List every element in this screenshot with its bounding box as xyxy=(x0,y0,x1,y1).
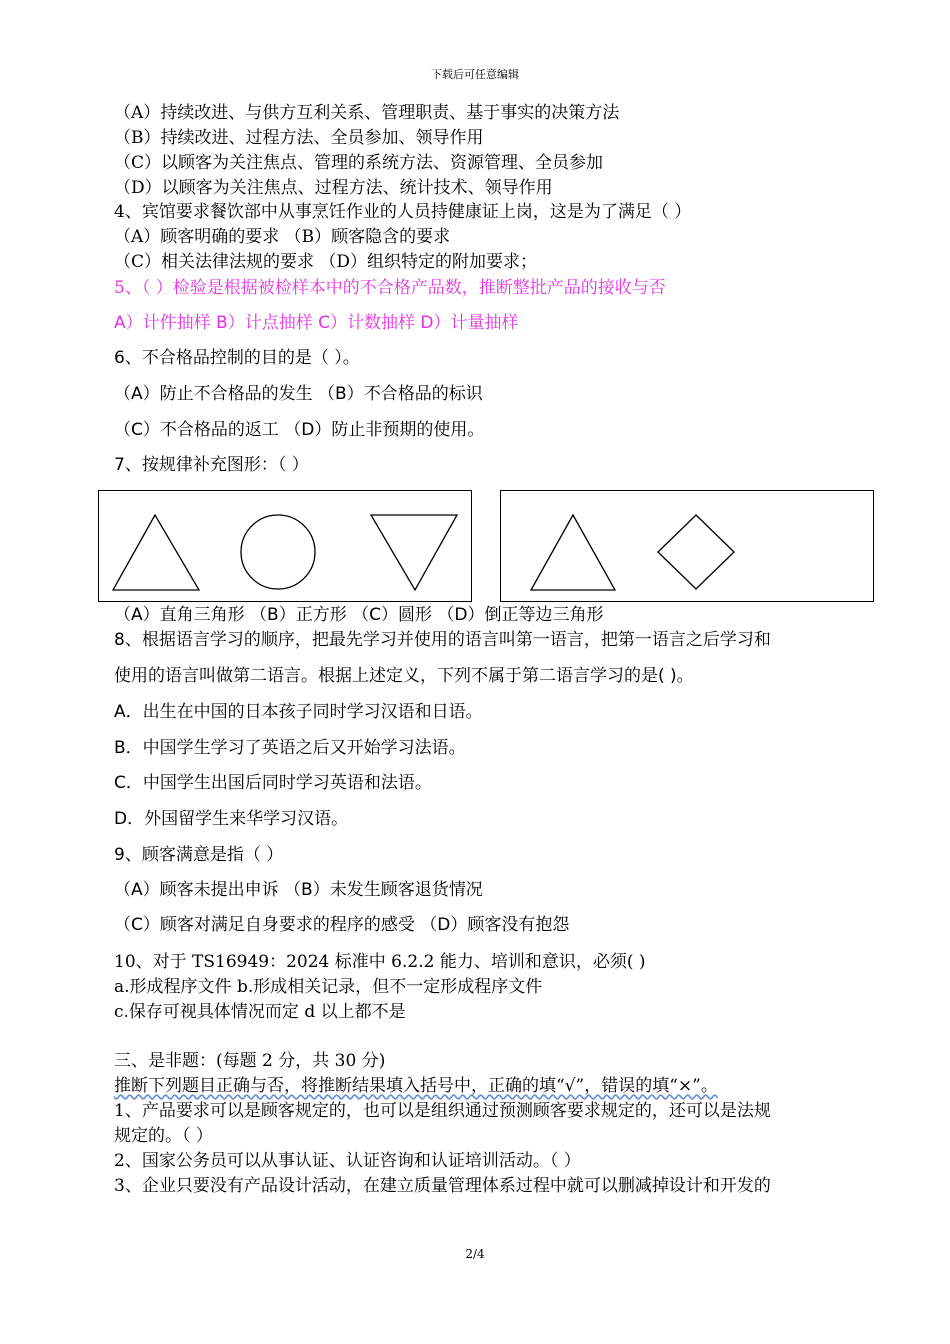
q5-stem: 5、（ ）检验是根据被检样本中的不合格产品数，推断整批产品的接收与否 xyxy=(114,278,666,298)
q7-stem: 7、按规律补充图形：（ ） xyxy=(114,455,309,475)
diamond-shape xyxy=(658,515,734,589)
q8-stem-line1: 8、根据语言学习的顺序，把最先学习并使用的语言叫第一语言，把第一语言之后学习和 xyxy=(114,630,771,650)
tf-question-2: 2、国家公务员可以从事认证、认证咨询和认证培训活动。（ ） xyxy=(114,1151,581,1171)
q9-options-row1: （A）顾客未提出申诉 （B）未发生顾客退货情况 xyxy=(114,880,483,900)
q5-options: A）计件抽样 B）计点抽样 C）计数抽样 D）计量抽样 xyxy=(114,313,519,333)
section3-instruction: 推断下列题目正确与否，将推断结果填入括号中，正确的填“√”，错误的填“×”。 xyxy=(114,1076,718,1096)
triangle-down-shape xyxy=(371,515,457,590)
q10-options-row2: c.保存可视具体情况而定 d 以上都不是 xyxy=(114,1002,406,1022)
q6-stem: 6、不合格品控制的目的是（ ）。 xyxy=(114,348,360,368)
q8-option-b: B．中国学生学习了英语之后又开始学习法语。 xyxy=(114,738,466,758)
tf-question-3: 3、企业只要没有产品设计活动，在建立质量管理体系过程中就可以删减掉设计和开发的 xyxy=(114,1176,771,1196)
q8-option-c: C．中国学生出国后同时学习英语和法语。 xyxy=(114,773,432,793)
q10-stem: 10、对于 TS16949：2024 标准中 6.2.2 能力、培训和意识，必须( ) xyxy=(114,952,646,972)
q3-option-a: （A）持续改进、与供方互利关系、管理职责、基于事实的决策方法 xyxy=(114,103,620,123)
page-header: 下载后可任意编辑 xyxy=(431,68,519,81)
q4-stem: 4、宾馆要求餐饮部中从事烹饪作业的人员持健康证上岗，这是为了满足（ ） xyxy=(114,202,692,222)
q4-options-row1: （A）顾客明确的要求 （B）顾客隐含的要求 xyxy=(114,227,451,247)
q3-option-b: （B）持续改进、过程方法、全员参加、领导作用 xyxy=(114,128,484,148)
q8-stem-line2: 使用的语言叫做第二语言。根据上述定义，下列不属于第二语言学习的是( )。 xyxy=(114,666,694,686)
page-number: 2/4 xyxy=(465,1247,485,1261)
q10-options-row1: a.形成程序文件 b.形成相关记录，但不一定形成程序文件 xyxy=(114,977,543,997)
triangle-up-shape xyxy=(113,515,199,590)
q3-option-d: （D）以顾客为关注焦点、过程方法、统计技术、领导作用 xyxy=(114,178,553,198)
tf-question-1-line1: 1、产品要求可以是顾客规定的，也可以是组织通过预测顾客要求规定的，还可以是法规 xyxy=(114,1101,771,1121)
q8-option-d: D．外国留学生来华学习汉语。 xyxy=(114,809,349,829)
q7-options: （A）直角三角形 （B）正方形 （C）圆形 （D）倒正等边三角形 xyxy=(114,605,604,625)
pattern-box-right xyxy=(500,490,874,602)
circle-shape xyxy=(241,515,315,589)
q6-options-row2: （C）不合格品的返工 （D）防止非预期的使用。 xyxy=(114,420,485,440)
q9-options-row2: （C）顾客对满足自身要求的程序的感受 （D）顾客没有抱怨 xyxy=(114,915,570,935)
q3-option-c: （C）以顾客为关注焦点、管理的系统方法、资源管理、全员参加 xyxy=(114,153,604,173)
tf-question-1-line2: 规定的。（ ） xyxy=(114,1126,213,1146)
q4-options-row2: （C）相关法律法规的要求 （D）组织特定的附加要求； xyxy=(114,252,538,272)
q8-option-a: A．出生在中国的日本孩子同时学习汉语和日语。 xyxy=(114,702,483,722)
q6-options-row1: （A）防止不合格品的发生 （B）不合格品的标识 xyxy=(114,384,483,404)
pattern-box-left xyxy=(98,490,472,602)
q9-stem: 9、顾客满意是指（ ） xyxy=(114,845,284,865)
triangle-up-shape xyxy=(531,515,615,590)
section3-title: 三、是非题：(每题 2 分，共 30 分) xyxy=(114,1051,386,1071)
